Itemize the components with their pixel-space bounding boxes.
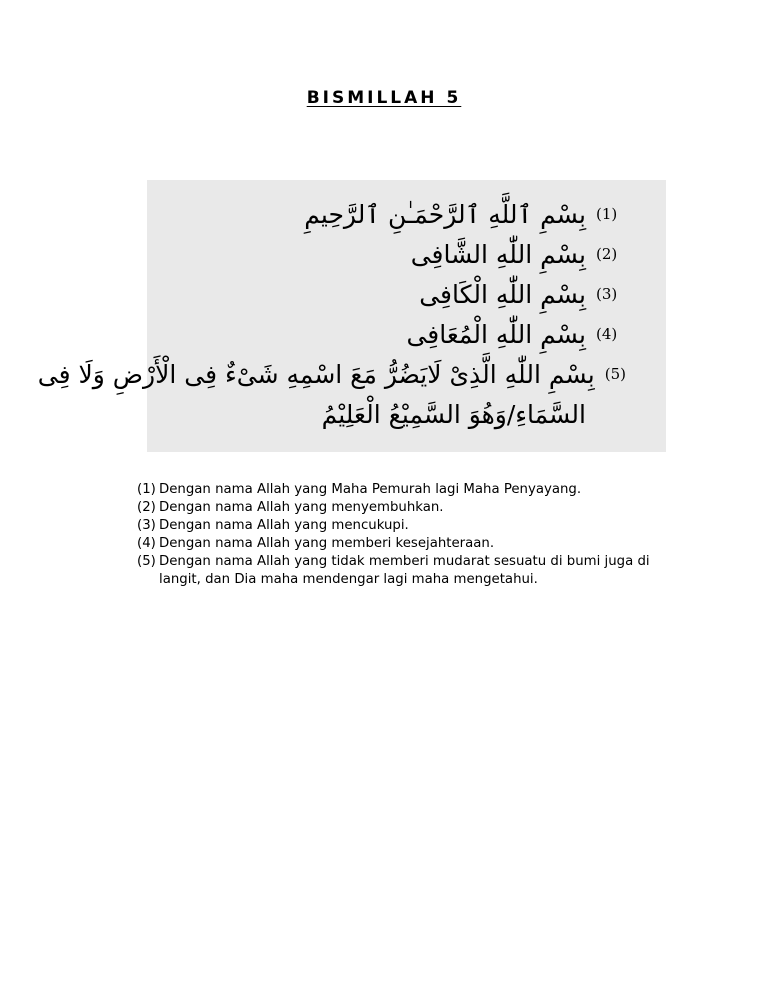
translation-number: (2) (137, 500, 156, 515)
translation-text: Dengan nama Allah yang tidak memberi mudarat sesuatu di bumi juga di langit, dan Dia maha mendengar lagi maha mengetahui. (159, 554, 650, 587)
translation-text: Dengan nama Allah yang Maha Pemurah lagi Maha Penyayang. (159, 482, 582, 497)
arabic-line-2 (165, 234, 626, 274)
translation-number: (4) (137, 536, 156, 551)
translation-item (137, 499, 677, 517)
arabic-line-5-continuation (165, 394, 626, 434)
arabic-line-number: (4) (596, 325, 618, 343)
arabic-text: بِسْمِ اللّٰهِ الشَّافِى (410, 239, 586, 269)
translation-text: Dengan nama Allah yang mencukupi. (159, 518, 409, 533)
translation-list (137, 481, 677, 589)
translation-item (137, 517, 677, 535)
arabic-text: بِسْمِ ٱللَّهِ ٱلرَّحْمَـٰنِ ٱلرَّحِيمِ (304, 199, 586, 229)
translation-number: (3) (137, 518, 156, 533)
arabic-line-number: (5) (604, 365, 626, 383)
translation-number: (1) (137, 482, 156, 497)
translation-item (137, 481, 677, 499)
arabic-line-number: (2) (596, 245, 618, 263)
arabic-line-5 (37, 354, 626, 394)
translation-text: Dengan nama Allah yang memberi kesejahteraan. (159, 536, 495, 551)
arabic-line-number: (3) (596, 285, 618, 303)
arabic-line-4 (165, 314, 626, 354)
arabic-line-number: (1) (596, 205, 618, 223)
translation-item (137, 553, 677, 589)
translation-item (137, 535, 677, 553)
arabic-line-3 (165, 274, 626, 314)
translation-number: (5) (137, 554, 156, 569)
translation-text: Dengan nama Allah yang menyembuhkan. (159, 500, 444, 515)
arabic-text-panel (37, 180, 666, 452)
arabic-line-1 (165, 194, 626, 234)
arabic-text: بِسْمِ اللّٰهِ الْمُعَافِى (406, 319, 586, 349)
arabic-text: بِسْمِ اللّٰهِ الْكَافِى (419, 279, 586, 309)
arabic-text: السَّمَاءِ/وَهُوَ السَّمِيْعُ الْعَلِيْمُ (321, 399, 586, 429)
arabic-text: بِسْمِ اللّٰهِ الَّذِىْ لَايَضُرُّ مَعَ اسْمِهِ شَىْءٌ فِى الْأَرْضِ وَلَا فِى (37, 359, 595, 389)
page-title: BISMILLAH 5 (306, 88, 462, 108)
